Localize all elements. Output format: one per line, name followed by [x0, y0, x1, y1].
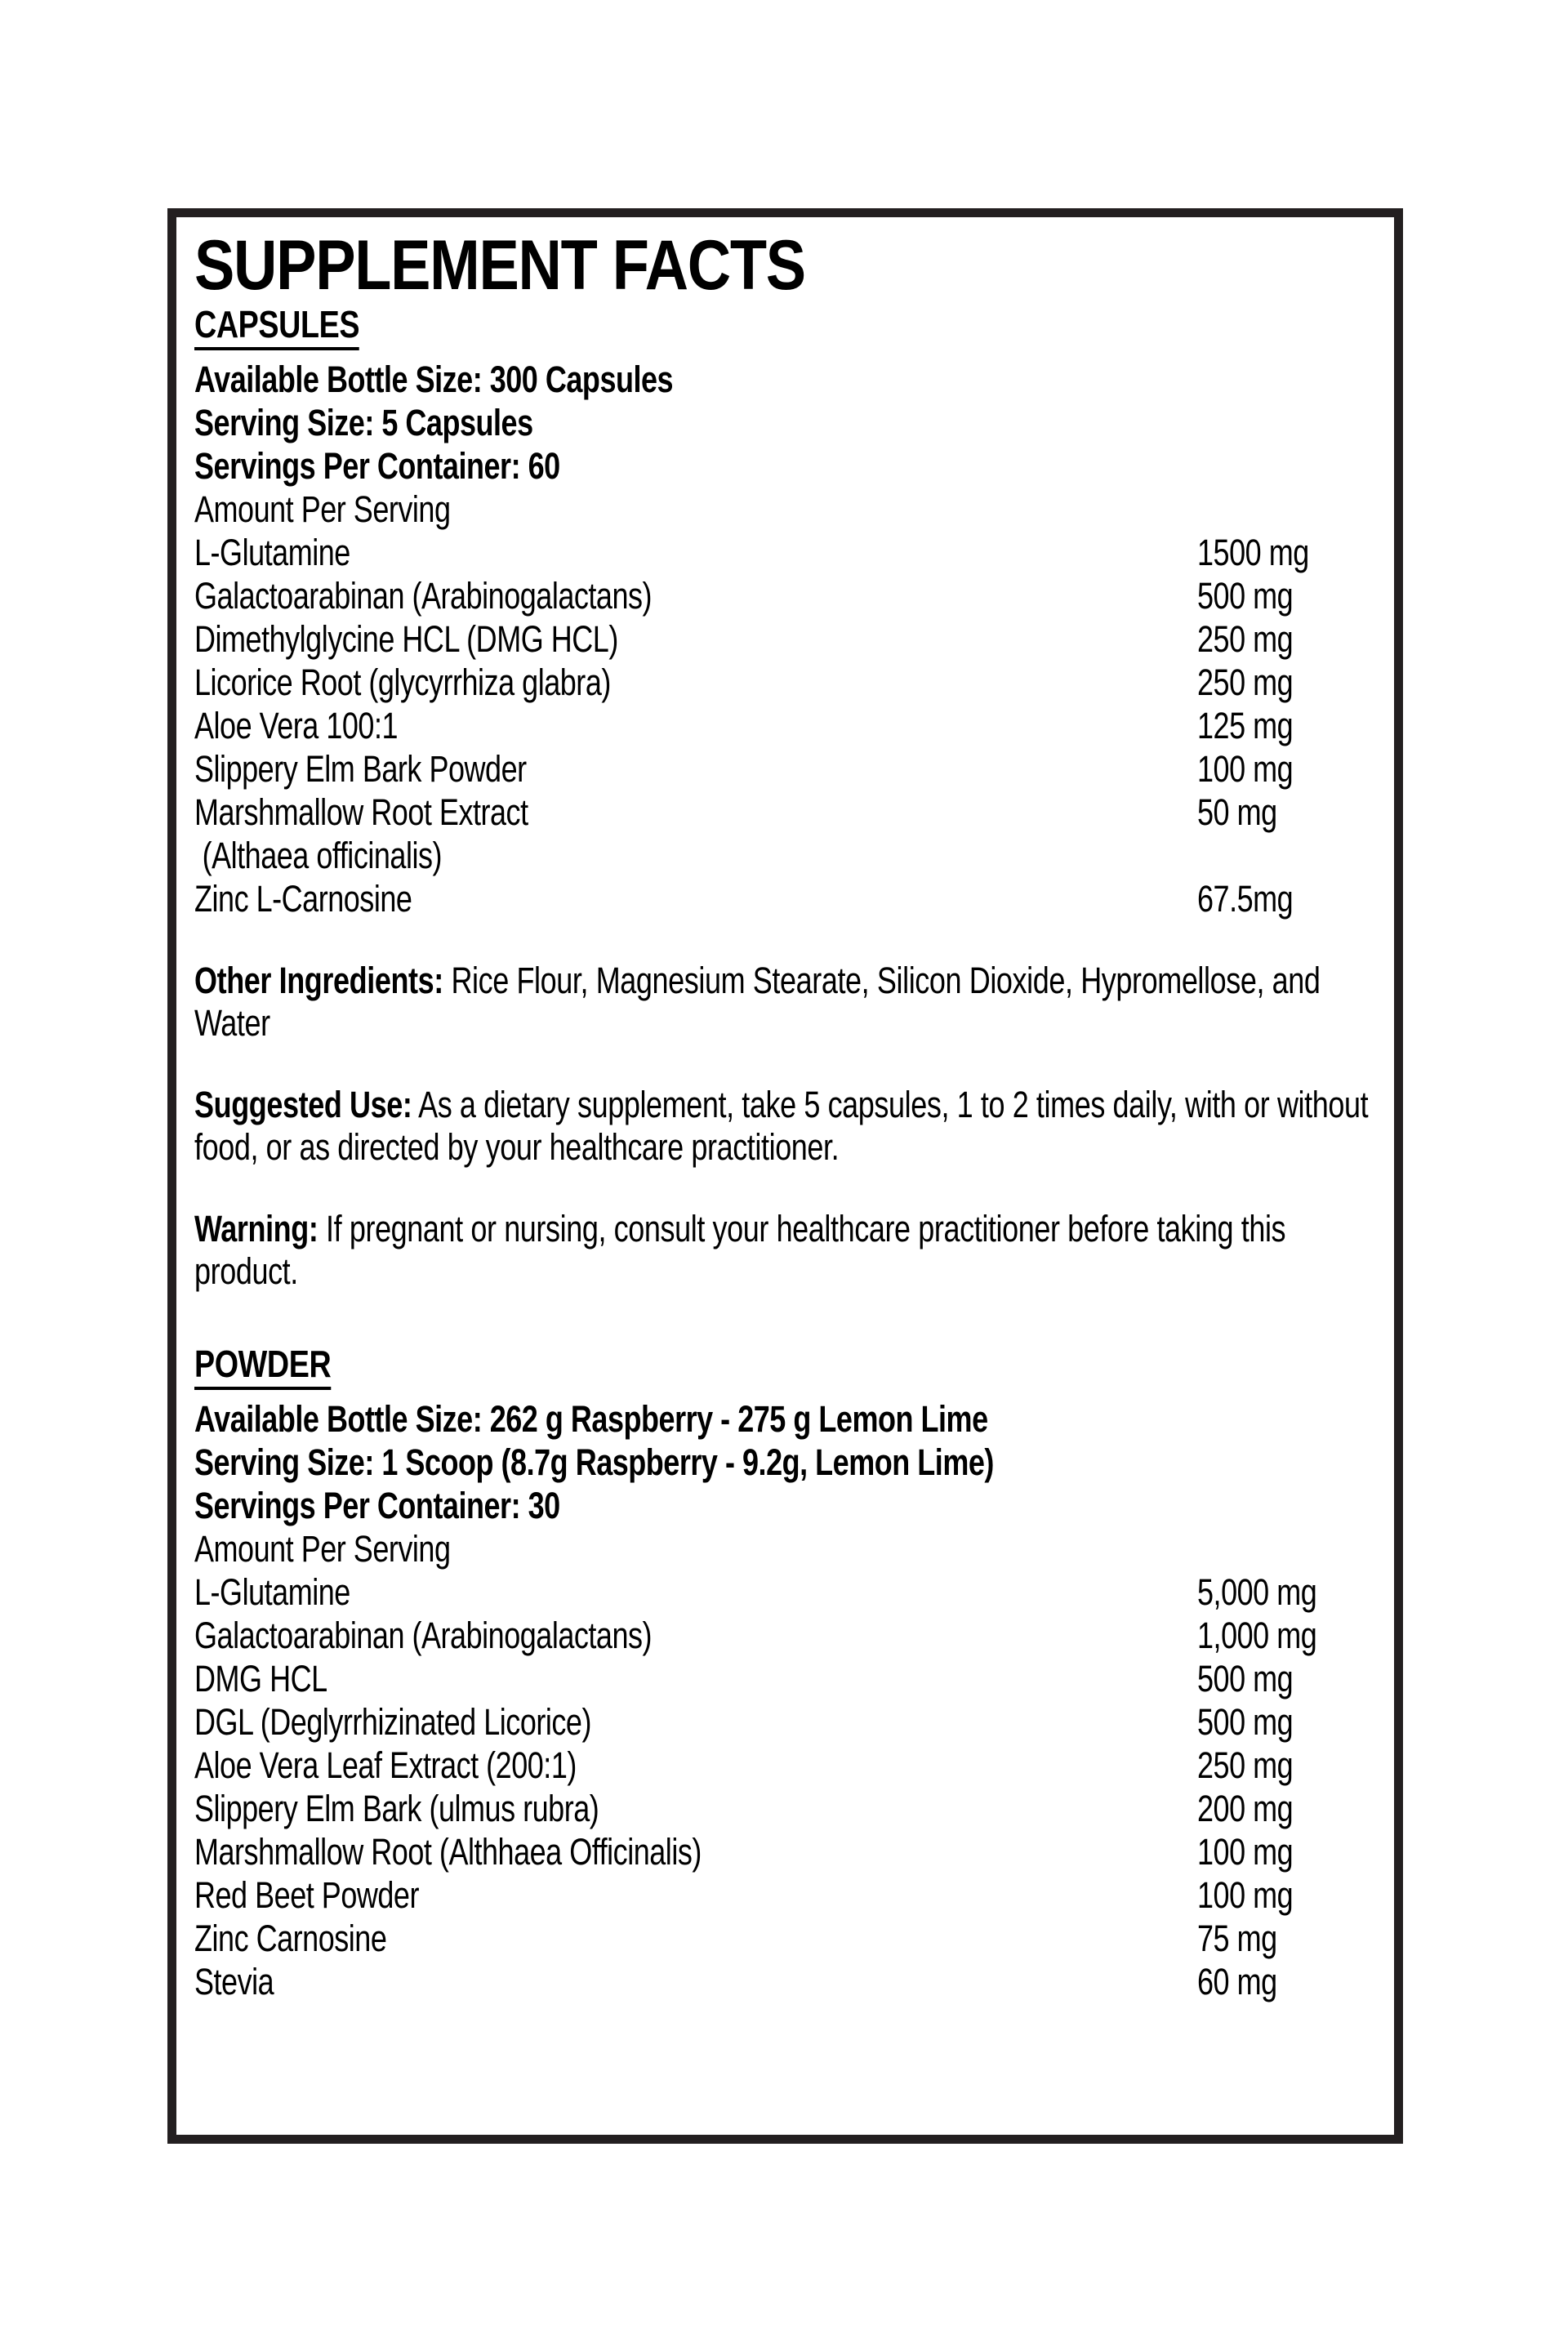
- spacer: [194, 1169, 1386, 1208]
- ingredient-name: Zinc Carnosine: [194, 1918, 387, 1959]
- powder-serving-size: Serving Size: 1 Scoop (8.7g Raspberry - 9.2g, Lemon Lime): [194, 1441, 994, 1483]
- ingredient-amount: 500 mg: [1197, 575, 1294, 617]
- suggested-use-paragraph: [194, 1084, 1390, 1169]
- capsules-serving-size: Serving Size: 5 Capsules: [194, 402, 533, 443]
- table-row: [194, 1700, 1386, 1744]
- ingredient-name: Slippery Elm Bark Powder: [194, 748, 527, 790]
- other-ingredients-text: Rice Flour, Magnesium Stearate, Silicon Dioxide, Hypromellose, and Water: [194, 960, 1321, 1044]
- table-row: [194, 661, 1386, 704]
- other-ingredients-paragraph: [194, 960, 1390, 1045]
- warning-paragraph: [194, 1208, 1390, 1293]
- spacer: [194, 1045, 1386, 1084]
- page-title: SUPPLEMENT FACTS: [194, 226, 805, 305]
- ingredient-name-subline: (Althaea officinalis): [202, 835, 443, 876]
- ingredient-name: Galactoarabinan (Arabinogalactans): [194, 1615, 653, 1656]
- ingredient-name: DGL (Deglyrrhizinated Licorice): [194, 1701, 591, 1743]
- warning-label: Warning:: [194, 1208, 318, 1250]
- ingredient-amount: 1,000 mg: [1197, 1615, 1317, 1656]
- ingredient-name: Galactoarabinan (Arabinogalactans): [194, 575, 653, 617]
- table-row: [194, 1570, 1386, 1614]
- table-row: [194, 1744, 1386, 1787]
- powder-servings-per-container: Servings Per Container: 30: [194, 1485, 560, 1526]
- capsules-amount-per-serving-header: Amount Per Serving: [194, 488, 451, 530]
- table-row: [194, 747, 1386, 791]
- ingredient-name: L-Glutamine: [194, 532, 350, 573]
- ingredient-amount: 75 mg: [1197, 1918, 1277, 1959]
- section-heading-powder: [194, 1342, 1386, 1397]
- ingredient-name: Zinc L-Carnosine: [194, 878, 412, 920]
- ingredient-amount: 5,000 mg: [1197, 1571, 1317, 1613]
- ingredient-name: Stevia: [194, 1961, 274, 2002]
- spacer: [194, 1293, 1386, 1342]
- suggested-use-text: As a dietary supplement, take 5 capsules, 1 to 2 times daily, with or without food, or as directed by your healthcare practitioner.: [194, 1084, 1369, 1168]
- table-row: [194, 617, 1386, 661]
- ingredient-name: DMG HCL: [194, 1658, 327, 1699]
- ingredient-name: Red Beet Powder: [194, 1874, 419, 1916]
- ingredient-amount: 250 mg: [1197, 1744, 1294, 1786]
- table-row: [194, 1917, 1386, 1960]
- ingredient-amount: 250 mg: [1197, 618, 1294, 660]
- table-row: [194, 531, 1386, 574]
- ingredient-name: Dimethylglycine HCL (DMG HCL): [194, 618, 618, 660]
- ingredient-name: Licorice Root (glycyrrhiza glabra): [194, 662, 611, 703]
- ingredient-amount: 500 mg: [1197, 1701, 1294, 1743]
- table-row: [194, 574, 1386, 617]
- spacer: [194, 920, 1386, 960]
- table-row: [194, 1787, 1386, 1830]
- ingredient-name: Aloe Vera 100:1: [194, 705, 399, 746]
- table-row: [194, 791, 1386, 834]
- capsules-ingredient-list: [194, 531, 1386, 920]
- ingredient-amount: 1500 mg: [1197, 532, 1309, 573]
- table-row: [194, 1657, 1386, 1700]
- ingredient-name: Aloe Vera Leaf Extract (200:1): [194, 1744, 577, 1786]
- ingredient-name: Marshmallow Root Extract: [194, 791, 528, 833]
- other-ingredients-label: Other Ingredients:: [194, 960, 443, 1001]
- powder-bottle-size: Available Bottle Size: 262 g Raspberry - 275 g Lemon Lime: [194, 1398, 988, 1440]
- section-heading-powder-label: POWDER: [194, 1342, 331, 1390]
- table-row: [194, 1960, 1386, 2003]
- table-row: [194, 1873, 1386, 1917]
- ingredient-amount: 500 mg: [1197, 1658, 1294, 1699]
- section-heading-capsules-label: CAPSULES: [194, 302, 359, 350]
- ingredient-amount: 60 mg: [1197, 1961, 1277, 2002]
- powder-amount-per-serving-header: Amount Per Serving: [194, 1528, 451, 1570]
- section-heading-capsules: [194, 302, 1386, 358]
- table-row: [194, 1830, 1386, 1873]
- table-row: [194, 877, 1386, 920]
- capsules-bottle-size: Available Bottle Size: 300 Capsules: [194, 359, 674, 400]
- warning-text: If pregnant or nursing, consult your healthcare practitioner before taking this product.: [194, 1208, 1286, 1292]
- ingredient-amount: 100 mg: [1197, 748, 1294, 790]
- supplement-facts-panel: [167, 208, 1403, 2144]
- ingredient-amount: 100 mg: [1197, 1831, 1294, 1873]
- panel-content: [194, 224, 1386, 2003]
- ingredient-amount: 50 mg: [1197, 791, 1277, 833]
- powder-ingredient-list: [194, 1570, 1386, 2003]
- ingredient-name: Marshmallow Root (Althhaea Officinalis): [194, 1831, 702, 1873]
- ingredient-amount: 250 mg: [1197, 662, 1294, 703]
- table-row: [194, 704, 1386, 747]
- ingredient-amount: 125 mg: [1197, 705, 1294, 746]
- ingredient-name: Slippery Elm Bark (ulmus rubra): [194, 1788, 599, 1829]
- capsules-servings-per-container: Servings Per Container: 60: [194, 445, 560, 487]
- table-row: [194, 1614, 1386, 1657]
- ingredient-amount: 200 mg: [1197, 1788, 1294, 1829]
- ingredient-amount: 67.5mg: [1197, 878, 1294, 920]
- ingredient-name: L-Glutamine: [194, 1571, 350, 1613]
- ingredient-amount: 100 mg: [1197, 1874, 1294, 1916]
- suggested-use-label: Suggested Use:: [194, 1084, 412, 1125]
